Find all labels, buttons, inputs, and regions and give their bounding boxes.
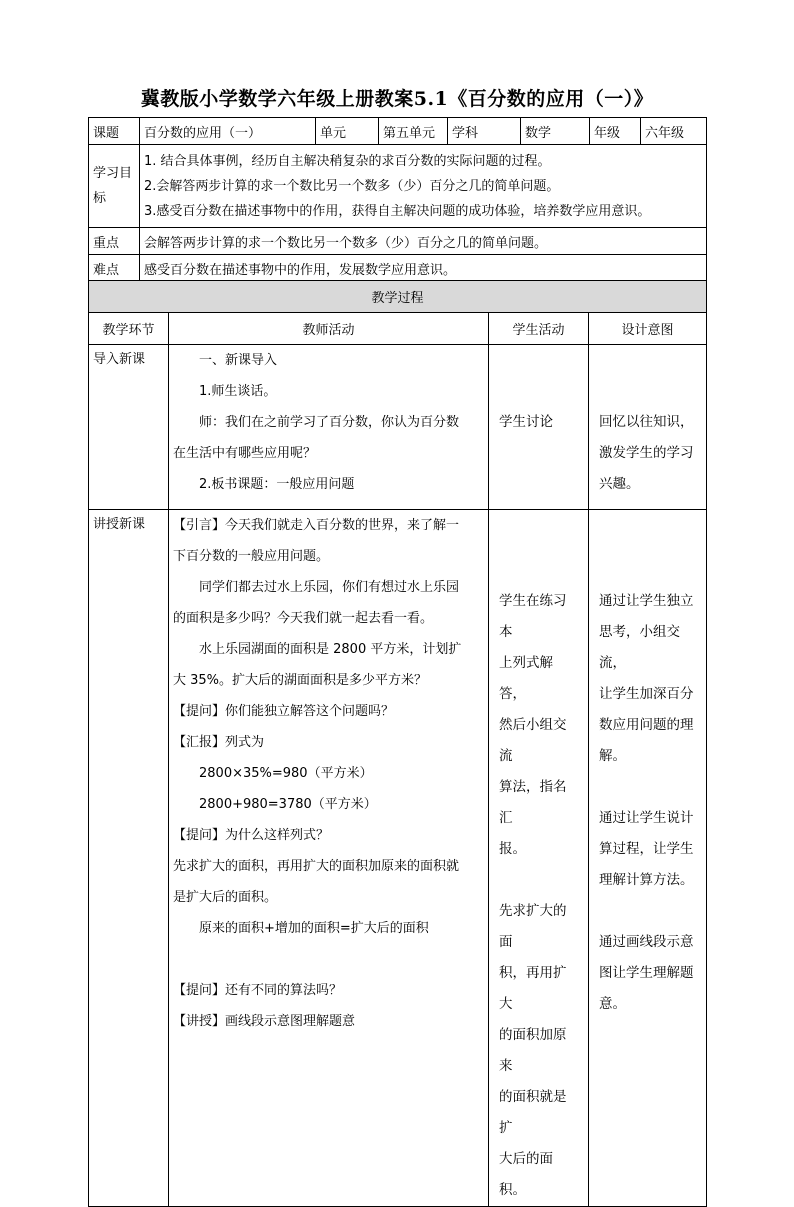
process-title-row [89, 281, 707, 313]
header-row-goals [89, 145, 707, 228]
intent-line: 理解计算方法。 [599, 872, 694, 888]
student-line: 的面积加原来 [499, 1027, 567, 1074]
teacher-line: 是扩大后的面积。 [173, 890, 278, 905]
student-line: 上列式解答， [499, 655, 553, 702]
intent-line: 回忆以往知识， [599, 414, 694, 430]
header-row-difficulty [89, 255, 707, 282]
student-line: 学生在练习本 [499, 593, 567, 640]
intent-line: 图让学生理解题 [599, 965, 694, 981]
intent-line: 算过程，让学生 [599, 841, 694, 857]
teacher-line: 下百分数的一般应用问题。 [173, 549, 330, 564]
unit-label: 单元 [316, 118, 379, 145]
intent-intro [589, 345, 707, 510]
key-value: 会解答两步计算的求一个数比另一个数多（少）百分之几的简单问题。 [140, 228, 707, 255]
teacher-line: 【提问】为什么这样列式？ [173, 828, 330, 843]
stage-teach [89, 510, 169, 1207]
teacher-line: 大 35%。扩大后的湖面面积是多少平方米？ [173, 673, 428, 688]
teacher-line: 先求扩大的面积，再用扩大的面积加原来的面积就 [173, 859, 460, 874]
intent-line: 数应用问题的理 [599, 717, 694, 733]
header-row-key [89, 228, 707, 255]
student-line: 先求扩大的面 [499, 903, 567, 950]
teacher-activity-teach [169, 510, 489, 1207]
student-line: 的面积就是扩 [499, 1089, 567, 1136]
teacher-line: 2.板书课题：一般应用问题 [199, 477, 355, 492]
student-line: 大后的面积。 [499, 1151, 553, 1198]
process-row-intro [89, 345, 707, 510]
teacher-line: 1.师生谈话。 [199, 384, 277, 399]
intent-line: 兴趣。 [599, 476, 640, 492]
teacher-line: 的面积是多少吗？今天我们就一起去看一看。 [173, 611, 434, 626]
intent-line: 通过让学生独立 [599, 593, 694, 609]
goals-label: 学习目标 [89, 145, 140, 228]
column-header-stage: 教学环节 [89, 313, 169, 345]
student-line: 算法，指名汇 [499, 779, 567, 826]
student-activity-teach [489, 510, 589, 1207]
page-title: 冀教版小学数学六年级上册教案5.1《百分数的应用（一）》 [140, 88, 654, 110]
stage-label: 讲授新课 [93, 517, 146, 532]
goals-cell [140, 145, 707, 228]
intent-line: 激发学生的学习 [599, 445, 694, 461]
intent-line: 解。 [599, 748, 626, 764]
header-row-topic [89, 118, 707, 145]
formula-line: 2800+980=3780（平方米） [199, 797, 377, 812]
intent-line: 意。 [599, 996, 626, 1012]
formula-line: 2800×35%=980（平方米） [199, 766, 373, 781]
process-row-teach [89, 510, 707, 1207]
subject-value: 数学 [521, 118, 590, 145]
goal-item: 1. 结合具体事例，经历自主解决稍复杂的求百分数的实际问题的过程。 [144, 153, 551, 169]
goal-item: 3.感受百分数在描述事物中的作用，获得自主解决问题的成功体验，培养数学应用意识。 [144, 203, 651, 219]
student-line: 报。 [499, 841, 526, 857]
teaching-process-table [88, 280, 707, 1207]
intent-line: 通过让学生说计 [599, 810, 694, 826]
column-header-teacher: 教师活动 [169, 313, 489, 345]
teacher-line-blank [173, 944, 484, 975]
stage-label: 导入新课 [93, 352, 146, 367]
teacher-line: 【讲授】画线段示意图理解题意 [173, 1014, 356, 1029]
subject-label: 学科 [448, 118, 521, 145]
teacher-line: 师：我们在之前学习了百分数，你认为百分数 [199, 415, 460, 430]
difficulty-label: 难点 [89, 255, 140, 282]
intent-teach [589, 510, 707, 1207]
teacher-line: 一、新课导入 [199, 353, 278, 368]
teacher-line: 【汇报】列式为 [173, 735, 265, 750]
topic-value: 百分数的应用（一） [140, 118, 316, 145]
teacher-line: 【提问】还有不同的算法吗？ [173, 983, 343, 998]
student-line: 然后小组交流 [499, 717, 567, 764]
intent-line: 通过画线段示意 [599, 934, 694, 950]
teacher-line: 【提问】你们能独立解答这个问题吗？ [173, 704, 395, 719]
stage-intro [89, 345, 169, 510]
student-line: 学生讨论 [499, 414, 553, 430]
intent-line: 让学生加深百分 [599, 686, 694, 702]
lesson-header-table [88, 117, 707, 282]
teacher-line: 同学们都去过水上乐园，你们有想过水上乐园 [199, 580, 460, 595]
process-column-headers [89, 313, 707, 345]
teacher-activity-intro [169, 345, 489, 510]
teacher-line: 水上乐园湖面的面积是 2800 平方米，计划扩 [199, 642, 462, 657]
goal-item: 2.会解答两步计算的求一个数比另一个数多（少）百分之几的简单问题。 [144, 178, 560, 194]
process-section-title: 教学过程 [89, 281, 707, 313]
student-line: 积，再用扩大 [499, 965, 567, 1012]
grade-label: 年级 [590, 118, 641, 145]
teacher-line: 【引言】今天我们就走入百分数的世界，来了解一 [173, 518, 460, 533]
topic-label: 课题 [89, 118, 140, 145]
teacher-line: 原来的面积+增加的面积=扩大后的面积 [199, 921, 429, 936]
intent-line: 思考，小组交流， [599, 624, 680, 671]
difficulty-value: 感受百分数在描述事物中的作用，发展数学应用意识。 [140, 255, 707, 282]
column-header-student: 学生活动 [489, 313, 589, 345]
column-header-intent: 设计意图 [589, 313, 707, 345]
teacher-line: 在生活中有哪些应用呢？ [173, 446, 317, 461]
student-activity-intro [489, 345, 589, 510]
unit-value: 第五单元 [379, 118, 448, 145]
key-label: 重点 [89, 228, 140, 255]
grade-value: 六年级 [641, 118, 707, 145]
